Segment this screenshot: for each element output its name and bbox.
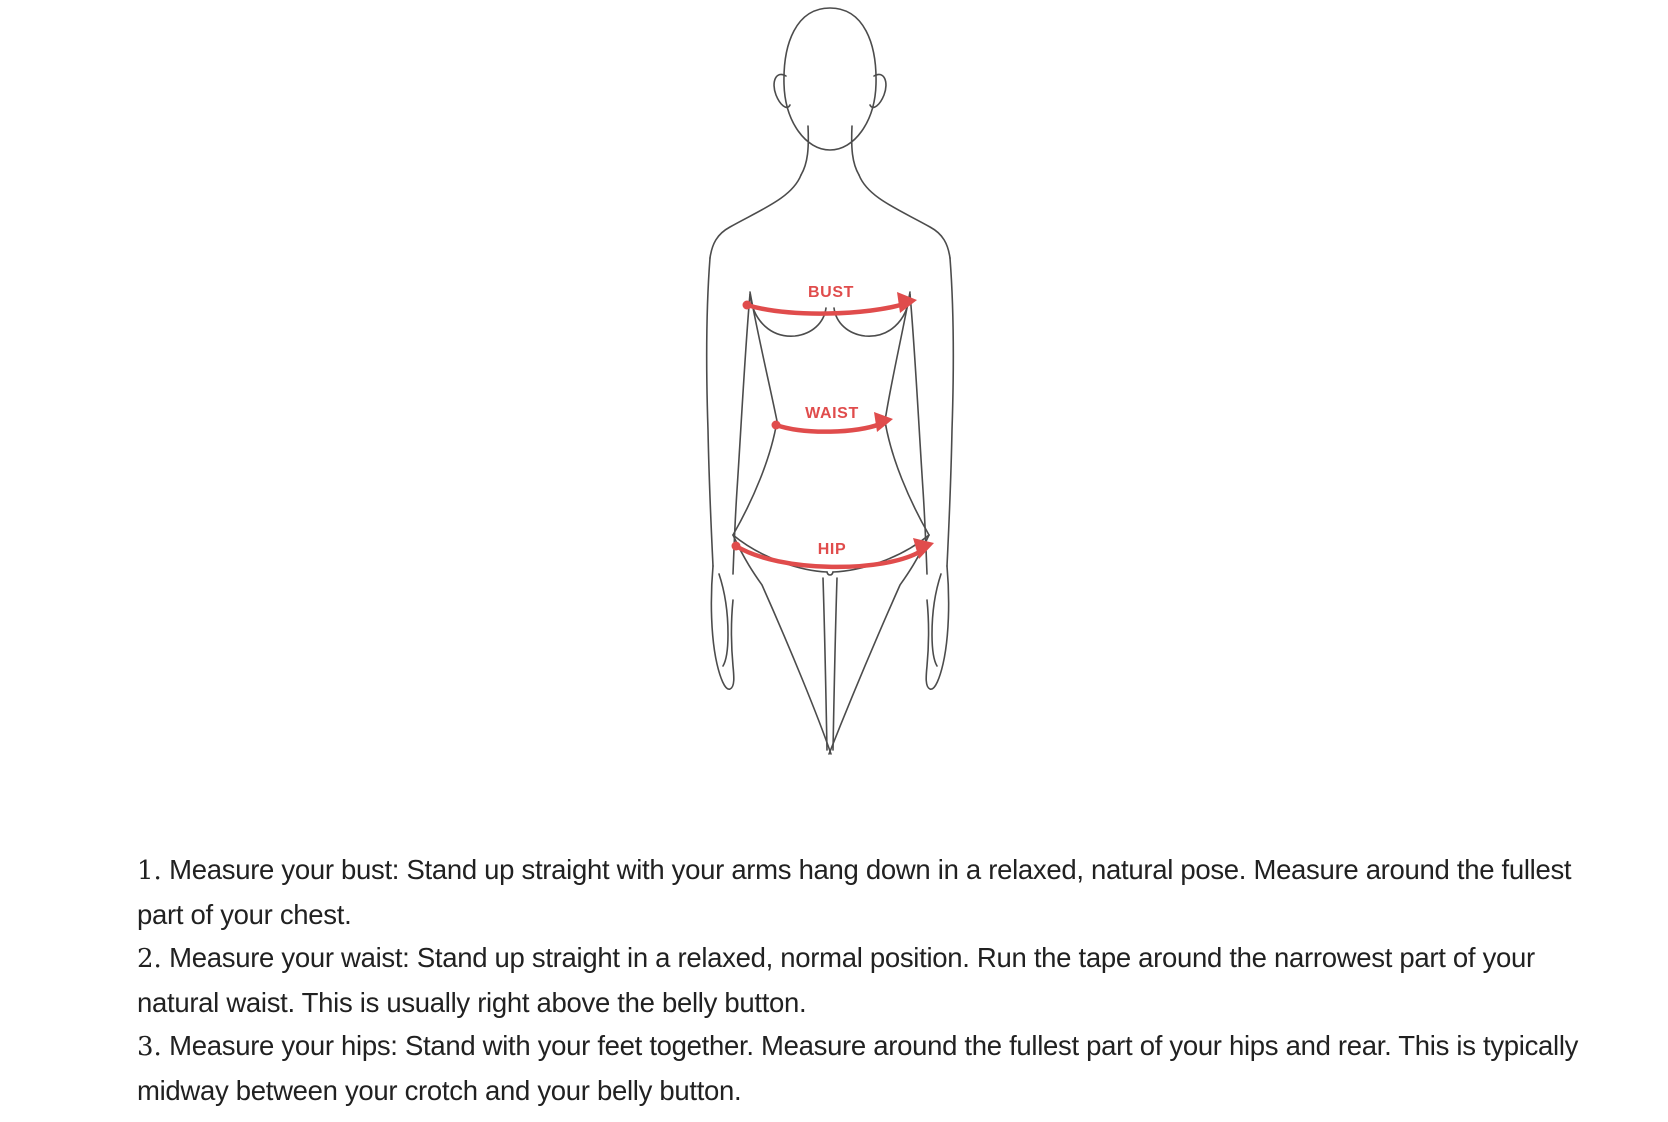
instruction-number: 2. [137,944,162,974]
instruction-item-hips [137,1024,1597,1112]
crotch-curve [827,572,833,575]
bust-label: BUST [808,284,854,301]
instruction-text: Measure your hips: Stand with your feet together. Measure around the fullest part of your hips and rear. This is typically midway between your crotch and your belly button. [137,1030,1579,1106]
right-leg-inner [833,578,837,750]
right-thumb [932,574,941,666]
hip-label: HIP [817,541,847,558]
neck-right [852,126,859,175]
torso-left [733,292,777,535]
waist-label: WAIST [805,405,859,422]
right-ear [870,74,886,107]
head-outline [784,8,876,150]
neck-left [801,126,808,175]
left-ear [774,74,790,107]
instruction-number: 1. [137,856,162,886]
left-leg-inner [823,578,827,750]
right-arm-outer [947,258,953,566]
instruction-text: Measure your bust: Stand up straight with your arms hang down in a relaxed, natural pose. Measure around the fullest part of your chest. [137,854,1572,930]
instruction-text: Measure your waist: Stand up straight in a relaxed, normal position. Run the tape around the narrowest part of your natural waist. This is usually right above the belly button. [137,942,1535,1018]
hip-arrow-start-dot [732,542,741,551]
body-measurement-diagram [640,0,1020,790]
right-arm-inner [910,294,927,574]
waist-arrow-start-dot [772,421,781,430]
body-figure-svg [640,0,1020,790]
right-shoulder [859,175,950,258]
waist-arrow-head [874,412,893,432]
left-shoulder [710,175,801,258]
instruction-item-waist [137,936,1597,1024]
bust-arrow-start-dot [743,301,752,310]
instruction-number: 3. [137,1032,162,1062]
waist-arrow-line [776,424,880,432]
instruction-item-bust [137,848,1597,936]
left-arm-outer [707,258,713,566]
left-thumb [719,574,728,666]
measurement-instructions [137,848,1597,1112]
